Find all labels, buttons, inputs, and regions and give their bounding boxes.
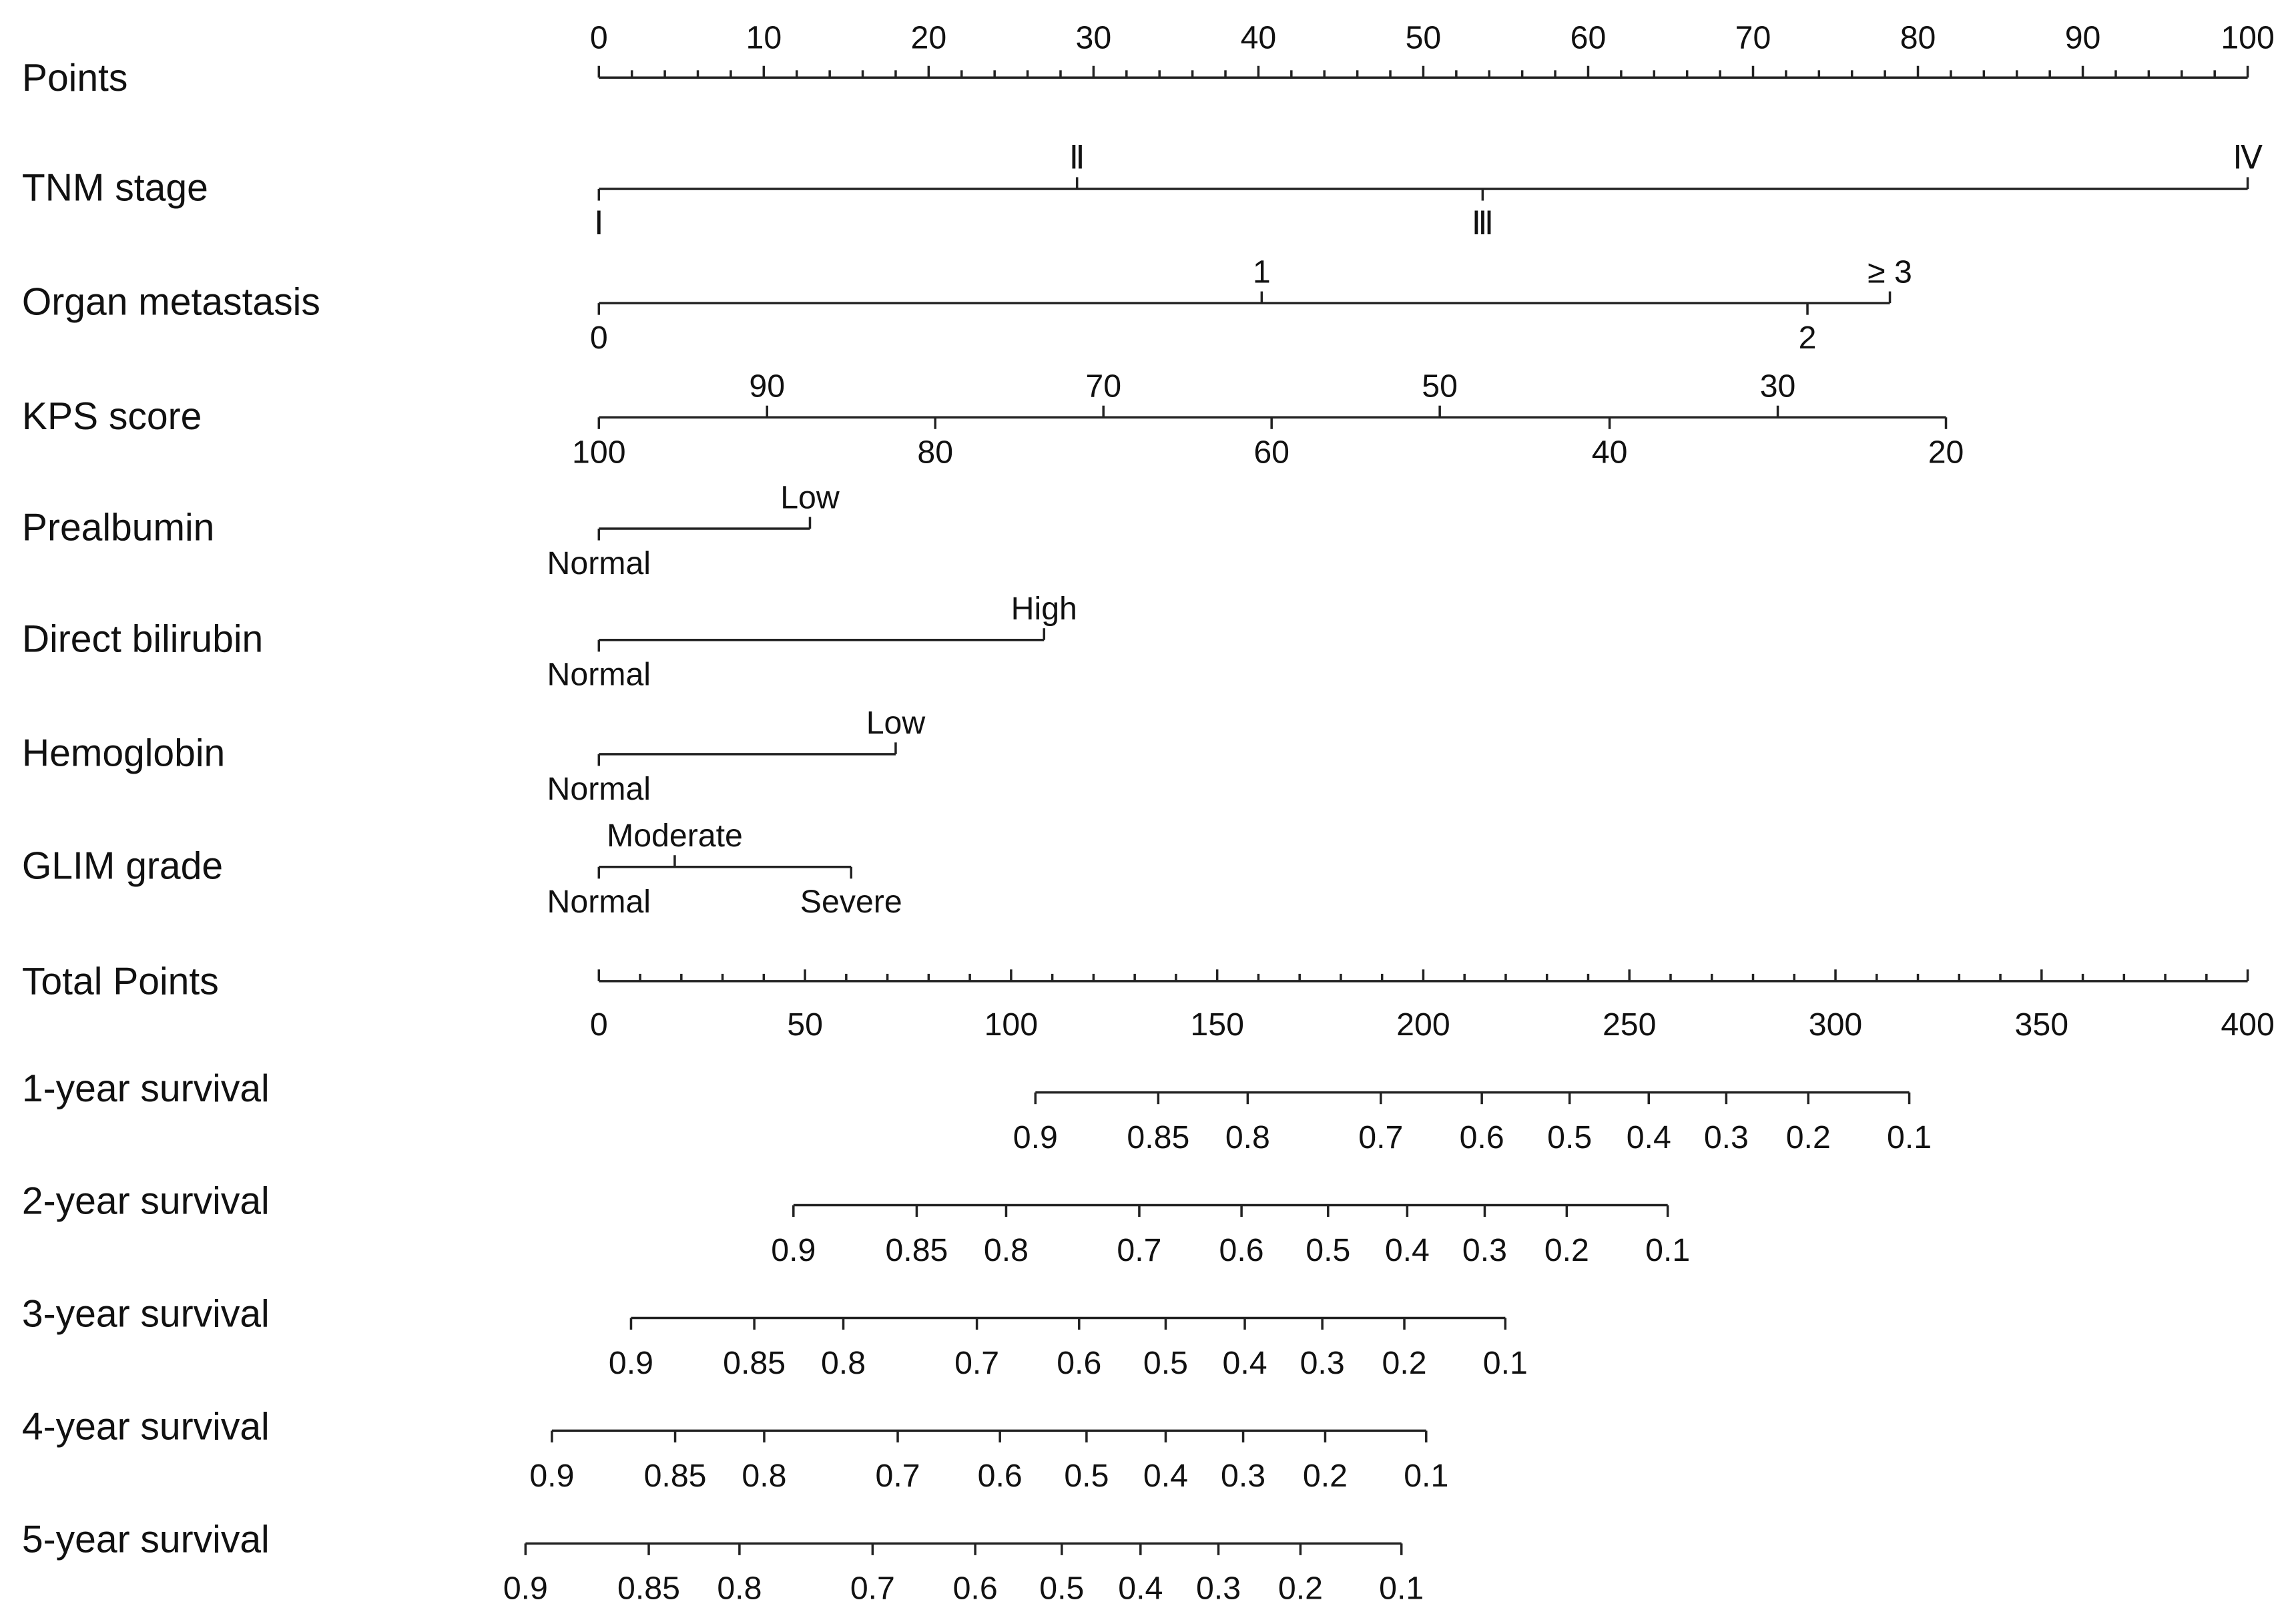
total-points-tick-label: 400 xyxy=(2221,1007,2275,1043)
survival-tick-label: 0.2 xyxy=(1544,1232,1589,1268)
survival-tick-label: 0.3 xyxy=(1462,1232,1508,1268)
points-tick-label: 20 xyxy=(910,19,947,56)
survival-tick-label: 0.7 xyxy=(1117,1232,1162,1268)
variable-level-label: Moderate xyxy=(607,818,743,854)
variable-level-label: 80 xyxy=(917,434,954,471)
survival-tick-label: 0.1 xyxy=(1379,1570,1424,1607)
survival-tick-label: 0.4 xyxy=(1118,1570,1163,1607)
points-tick-label: 60 xyxy=(1570,19,1607,56)
total-points-tick-label: 150 xyxy=(1190,1007,1244,1043)
variable-label: Hemoglobin xyxy=(21,732,226,775)
survival-tick-label: 0.4 xyxy=(1384,1232,1430,1268)
points-tick-label: 10 xyxy=(746,19,782,56)
variable-label: Direct bilirubin xyxy=(21,617,264,661)
variable-level-label: 90 xyxy=(749,368,786,404)
variable-level-label: 100 xyxy=(572,434,626,471)
variable-level-label: 40 xyxy=(1591,434,1628,471)
total-points-tick-label: 200 xyxy=(1396,1007,1450,1043)
survival-tick-label: 0.5 xyxy=(1064,1457,1109,1494)
variable-level-label: 30 xyxy=(1759,368,1796,404)
survival-tick-label: 0.3 xyxy=(1703,1119,1749,1155)
survival-tick-label: 0.9 xyxy=(608,1344,654,1381)
variable-level-label: 70 xyxy=(1085,368,1122,404)
total-points-tick-label: 50 xyxy=(787,1007,823,1043)
variable-level-label: Ⅱ xyxy=(1069,140,1085,176)
survival-tick-label: 0.4 xyxy=(1626,1119,1671,1155)
survival-tick-label: 0.8 xyxy=(820,1344,866,1381)
variable-level-label: Normal xyxy=(547,545,651,581)
survival-tick-label: 0.7 xyxy=(850,1570,895,1607)
total-points-tick-label: 0 xyxy=(589,1007,608,1043)
survival-tick-label: 0.9 xyxy=(771,1232,816,1268)
survival-tick-label: 0.9 xyxy=(1013,1119,1058,1155)
variable-level-label: ≥ 3 xyxy=(1868,254,1912,290)
survival-label: 3-year survival xyxy=(21,1292,270,1336)
survival-label: 2-year survival xyxy=(21,1179,270,1223)
survival-tick-label: 0.6 xyxy=(952,1570,998,1607)
survival-tick-label: 0.9 xyxy=(529,1457,575,1494)
survival-tick-label: 0.1 xyxy=(1482,1344,1528,1381)
total-points-tick-label: 300 xyxy=(1808,1007,1863,1043)
variable-level-label: 50 xyxy=(1422,368,1458,404)
survival-tick-label: 0.6 xyxy=(977,1457,1023,1494)
survival-tick-label: 0.85 xyxy=(617,1570,680,1607)
points-tick-label: 50 xyxy=(1405,19,1442,56)
survival-tick-label: 0.2 xyxy=(1302,1457,1348,1494)
points-tick-label: 40 xyxy=(1240,19,1277,56)
survival-tick-label: 0.8 xyxy=(742,1457,787,1494)
points-tick-label: 80 xyxy=(1900,19,1936,56)
total-points-axis-label: Total Points xyxy=(21,960,219,1003)
variable-level-label: Low xyxy=(780,479,840,516)
survival-tick-label: 0.85 xyxy=(1127,1119,1190,1155)
survival-label: 1-year survival xyxy=(21,1067,270,1110)
variable-level-label: Ⅲ xyxy=(1471,206,1494,242)
variable-label: GLIM grade xyxy=(21,844,224,888)
total-points-tick-label: 100 xyxy=(984,1007,1039,1043)
variable-level-label: Normal xyxy=(547,656,651,693)
points-tick-label: 0 xyxy=(589,19,608,56)
survival-tick-label: 0.8 xyxy=(1225,1119,1270,1155)
survival-tick-label: 0.85 xyxy=(643,1457,707,1494)
variable-level-label: 0 xyxy=(589,320,608,356)
survival-tick-label: 0.2 xyxy=(1382,1344,1427,1381)
survival-tick-label: 0.5 xyxy=(1039,1570,1085,1607)
variable-level-label: 20 xyxy=(1928,434,1964,471)
variable-level-label: 1 xyxy=(1252,254,1271,290)
survival-tick-label: 0.7 xyxy=(954,1344,1000,1381)
survival-tick-label: 0.1 xyxy=(1887,1119,1932,1155)
variable-label: Organ metastasis xyxy=(21,280,320,324)
survival-tick-label: 0.8 xyxy=(717,1570,762,1607)
survival-tick-label: 0.6 xyxy=(1219,1232,1264,1268)
points-tick-label: 70 xyxy=(1735,19,1771,56)
variable-level-label: Ⅳ xyxy=(2233,140,2263,176)
variable-level-label: Severe xyxy=(800,883,902,920)
survival-tick-label: 0.4 xyxy=(1222,1344,1267,1381)
survival-label: 4-year survival xyxy=(21,1405,270,1448)
survival-tick-label: 0.3 xyxy=(1195,1570,1241,1607)
survival-tick-label: 0.1 xyxy=(1404,1457,1449,1494)
survival-tick-label: 0.3 xyxy=(1300,1344,1345,1381)
variable-level-label: Low xyxy=(866,705,926,742)
total-points-tick-label: 350 xyxy=(2014,1007,2069,1043)
survival-tick-label: 0.2 xyxy=(1785,1119,1831,1155)
variable-label: KPS score xyxy=(21,394,202,438)
points-tick-label: 30 xyxy=(1075,19,1112,56)
variable-level-label: 2 xyxy=(1798,320,1817,356)
survival-tick-label: 0.8 xyxy=(983,1232,1029,1268)
survival-tick-label: 0.6 xyxy=(1459,1119,1504,1155)
survival-tick-label: 0.5 xyxy=(1143,1344,1189,1381)
variable-level-label: 60 xyxy=(1253,434,1290,471)
points-tick-label: 90 xyxy=(2064,19,2101,56)
variable-level-label: Normal xyxy=(547,770,651,807)
points-axis-label: Points xyxy=(21,57,128,100)
variable-label: Prealbumin xyxy=(21,506,215,549)
points-tick-label: 100 xyxy=(2221,19,2275,56)
survival-tick-label: 0.2 xyxy=(1277,1570,1323,1607)
variable-level-label: Ⅰ xyxy=(594,206,604,242)
survival-tick-label: 0.5 xyxy=(1306,1232,1351,1268)
survival-tick-label: 0.5 xyxy=(1547,1119,1593,1155)
survival-tick-label: 0.7 xyxy=(1358,1119,1404,1155)
variable-level-label: High xyxy=(1011,591,1077,627)
variable-level-label: Normal xyxy=(547,883,651,920)
survival-label: 5-year survival xyxy=(21,1518,270,1561)
survival-tick-label: 0.85 xyxy=(885,1232,948,1268)
survival-tick-label: 0.4 xyxy=(1143,1457,1189,1494)
variable-label: TNM stage xyxy=(21,166,208,210)
survival-tick-label: 0.6 xyxy=(1057,1344,1102,1381)
survival-tick-label: 0.3 xyxy=(1221,1457,1266,1494)
total-points-tick-label: 250 xyxy=(1602,1007,1657,1043)
survival-tick-label: 0.9 xyxy=(503,1570,548,1607)
survival-tick-label: 0.1 xyxy=(1645,1232,1691,1268)
survival-tick-label: 0.7 xyxy=(875,1457,920,1494)
survival-tick-label: 0.85 xyxy=(723,1344,786,1381)
